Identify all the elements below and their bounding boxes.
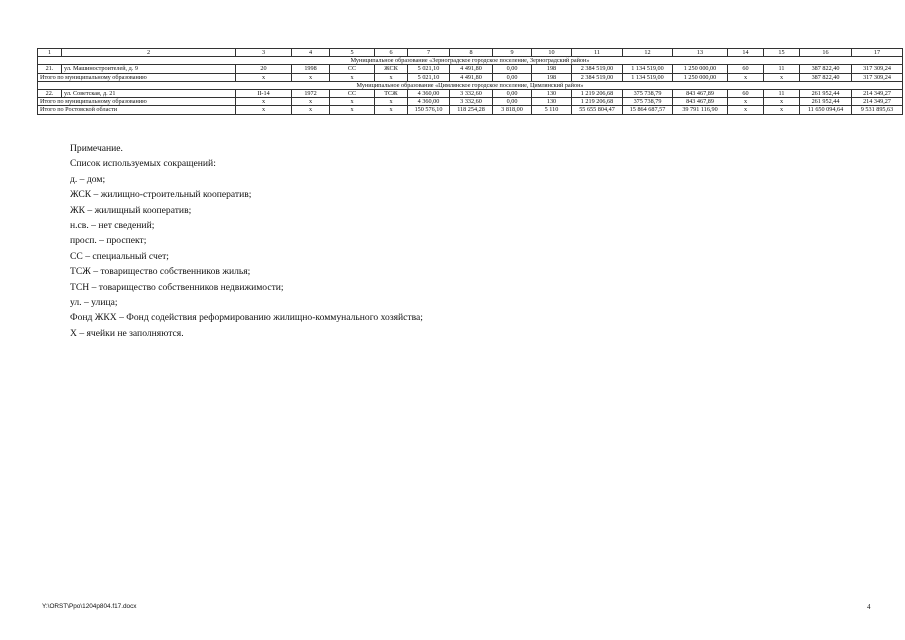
table-cell: 0,00 [493,73,532,81]
table-cell: 11 [764,90,800,98]
total-label: Итого по муниципальному образованию [38,98,236,106]
note-line: ТСЖ – товарищество собственников жилья; [70,266,251,278]
table-cell: 3 332,60 [450,90,493,98]
header-cell: 11 [572,49,623,57]
table-cell: 5 110 [532,106,572,114]
table-cell: 1 134 519,00 [623,73,673,81]
note-line: ул. – улица; [70,297,118,309]
table-cell: 214 349,27 [852,98,903,106]
table-cell: 0,00 [493,90,532,98]
table-cell: 375 738,79 [623,90,673,98]
abbreviations-notes [70,141,423,341]
table-cell: СС [330,90,375,98]
header-row [38,49,903,57]
table-cell: 55 655 804,47 [572,106,623,114]
table-cell: 387 822,40 [800,73,852,81]
table-cell: 130 [532,90,572,98]
section-row [38,57,903,65]
table-cell: 1998 [292,65,330,73]
table-cell: 1 250 000,00 [673,65,728,73]
table-cell: х [330,73,375,81]
address-cell: ул. Советская, д. 21 [62,90,236,98]
header-cell: 13 [673,49,728,57]
table-cell: х [375,73,408,81]
total-row [38,98,903,106]
table-cell: 387 822,40 [800,65,852,73]
table-cell: х [764,98,800,106]
table-cell: х [728,98,764,106]
table-cell: 20 [236,65,292,73]
table-cell: 3 818,00 [493,106,532,114]
header-cell: 10 [532,49,572,57]
note-line: просп. – проспект; [70,235,147,247]
header-cell: 2 [62,49,236,57]
table-cell: 11 [764,65,800,73]
table-cell: 4 491,80 [450,73,493,81]
section-title: Муниципальное образование «Зерноградское городское поселение, Зерноградский район» [38,57,903,65]
table-cell: ЖСК [375,65,408,73]
header-cell: 4 [292,49,330,57]
table-row [38,65,903,73]
total-row [38,73,903,81]
table-cell: 317 309,24 [852,73,903,81]
table-cell: 843 467,89 [673,98,728,106]
table-cell: 0,00 [493,65,532,73]
table-cell: х [375,98,408,106]
table-cell: 22. [38,90,62,98]
table-cell: II-14 [236,90,292,98]
note-line: ЖСК – жилищно-строительный кооператив; [70,189,252,201]
table-cell: 317 309,24 [852,65,903,73]
note-line: Список используемых сокращений: [70,158,216,170]
note-line: Фонд ЖКХ – Фонд содействия реформированию жилищно-коммунального хозяйства; [70,312,423,324]
header-cell: 5 [330,49,375,57]
table-cell: 843 467,89 [673,90,728,98]
note-line: Х – ячейки не заполняются. [70,327,184,339]
note-heading: Примечание. [70,143,123,154]
table-cell: х [728,73,764,81]
table-cell: 1 219 206,68 [572,90,623,98]
housing-table [37,48,903,115]
address-cell: ул. Машиностроителей, д. 9 [62,65,236,73]
table-cell: х [728,106,764,114]
table-cell: 4 491,80 [450,65,493,73]
table-cell: 2 384 519,00 [572,73,623,81]
header-cell: 17 [852,49,903,57]
table-cell: х [330,98,375,106]
table-cell: 375 738,79 [623,98,673,106]
table-cell: х [292,106,330,114]
table-cell: 39 791 116,90 [673,106,728,114]
table-cell: 5 021,10 [408,65,450,73]
header-cell: 15 [764,49,800,57]
table-cell: х [236,106,292,114]
table-cell: 198 [532,73,572,81]
header-cell: 9 [493,49,532,57]
table-cell: 60 [728,90,764,98]
table-cell: 261 952,44 [800,90,852,98]
table-cell: СС [330,65,375,73]
table-cell: 261 952,44 [800,98,852,106]
table-cell: 1972 [292,90,330,98]
header-cell: 3 [236,49,292,57]
table-cell: 1 250 000,00 [673,73,728,81]
table-cell: х [330,106,375,114]
page-number: 4 [867,603,871,611]
table-cell: х [292,73,330,81]
table-cell: ТСЖ [375,90,408,98]
header-cell: 14 [728,49,764,57]
section-row [38,81,903,89]
header-cell: 8 [450,49,493,57]
table-cell: х [764,73,800,81]
header-cell: 12 [623,49,673,57]
table-cell: 3 332,60 [450,98,493,106]
header-cell: 7 [408,49,450,57]
table-cell: 9 531 895,63 [852,106,903,114]
table-cell: 60 [728,65,764,73]
table-cell: 198 [532,65,572,73]
grand-total-label: Итого по Ростовской области [38,106,236,114]
note-line: СС – специальный счет; [70,250,169,262]
section-title: Муниципальное образование «Цимлянское городское поселение, Цимлянский район» [38,81,903,89]
note-line: д. – дом; [70,173,106,185]
table-cell: 214 349,27 [852,90,903,98]
grand-total-row [38,106,903,114]
note-line: н.св. – нет сведений; [70,220,155,232]
table-cell: 21. [38,65,62,73]
header-cell: 6 [375,49,408,57]
table-cell: х [292,98,330,106]
table-cell: х [375,106,408,114]
header-cell: 16 [800,49,852,57]
table-cell: 5 021,10 [408,73,450,81]
table-cell: 150 576,10 [408,106,450,114]
table-cell: х [236,98,292,106]
header-cell: 1 [38,49,62,57]
table-cell: х [236,73,292,81]
total-label: Итого по муниципальному образованию [38,73,236,81]
table-cell: 0,00 [493,98,532,106]
table-cell: 2 384 519,00 [572,65,623,73]
table-cell: х [764,106,800,114]
table-cell: 1 134 519,00 [623,65,673,73]
table-cell: 4 360,00 [408,90,450,98]
table-cell: 11 650 094,64 [800,106,852,114]
note-line: ТСН – товарищество собственников недвижимости; [70,281,284,293]
table-cell: 15 864 687,57 [623,106,673,114]
footer-file-path: Y:\ORST\Ppo\1204p804.f17.docx [42,603,137,610]
note-line: ЖК – жилищный кооператив; [70,204,192,216]
table-cell: 118 254,28 [450,106,493,114]
table-cell: 4 360,00 [408,98,450,106]
table-cell: 1 219 206,68 [572,98,623,106]
table-cell: 130 [532,98,572,106]
table-row [38,90,903,98]
